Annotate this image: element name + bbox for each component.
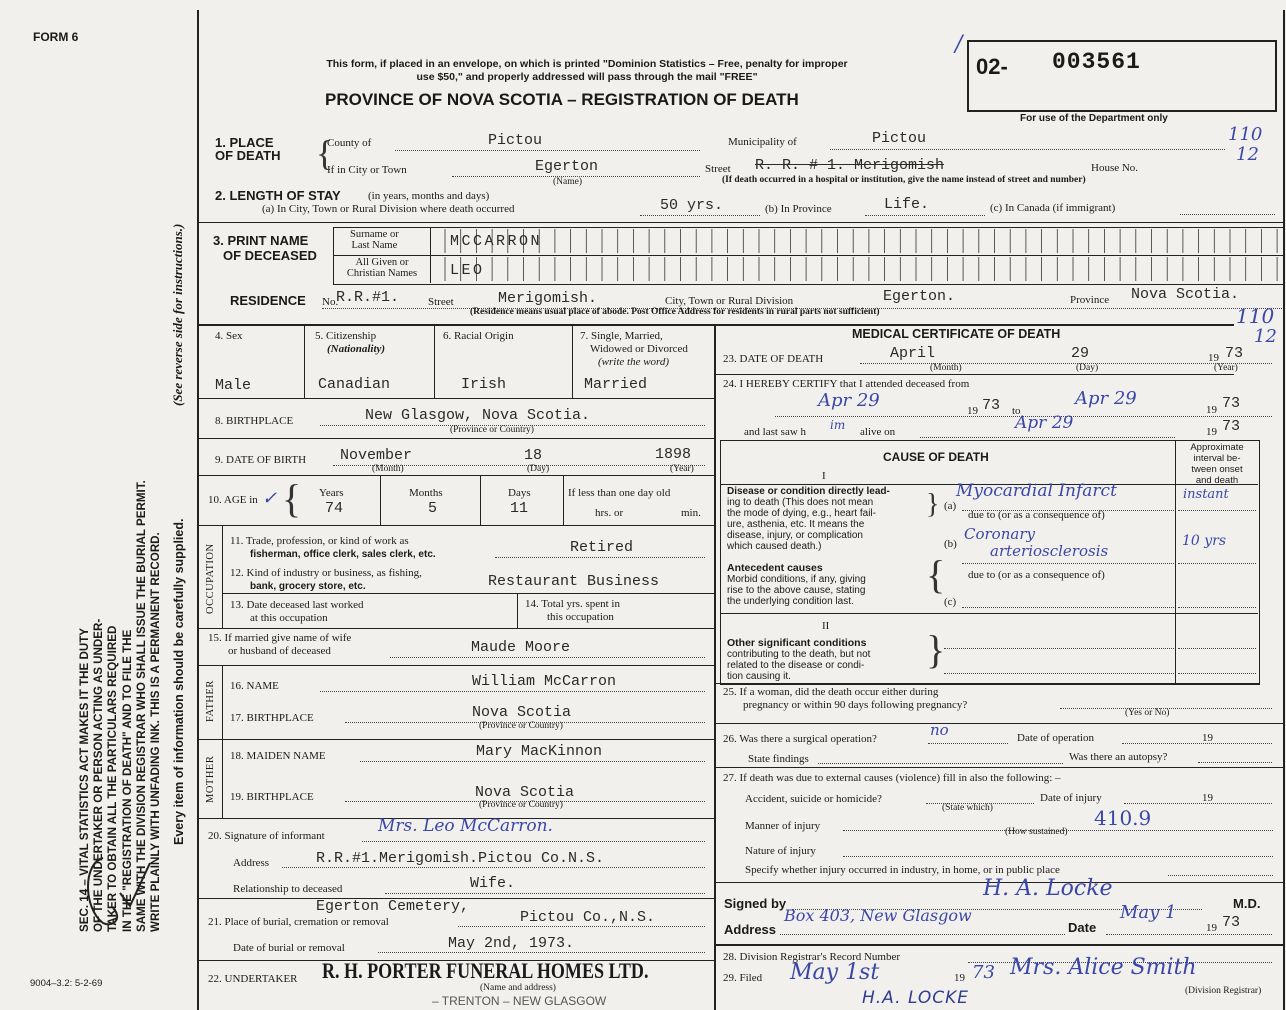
other-conditions-description: Other significant conditions contributing to the death, but not related to the disease or condi- tion causing it.: [727, 637, 871, 682]
residence-province-value: Nova Scotia.: [1131, 286, 1240, 303]
municipality-label: Municipality of: [728, 136, 797, 148]
hospital-note: (If death occurred in a hospital or institution, give the name instead of street and number): [722, 175, 1086, 185]
stay-city-value: 50 yrs.: [660, 197, 724, 214]
dod-month: April: [890, 345, 936, 362]
physician-signature: H. A. Locke: [983, 876, 1113, 901]
dob-month: November: [340, 447, 413, 464]
reg-number: 003561: [1052, 49, 1141, 75]
birthplace-value: New Glasgow, Nova Scotia.: [365, 407, 591, 424]
form-title: PROVINCE OF NOVA SCOTIA – REGISTRATION OF DEATH: [325, 90, 799, 109]
street-label: Street: [705, 163, 731, 175]
residence-note: (Residence means usual place of abode. Post Office Address for residents in rural parts not sufficient): [470, 307, 880, 317]
act-line: OF THE UNDERTAKER OR PERSON ACTING AS UNDER-: [92, 618, 106, 932]
pen-tick: /: [955, 32, 963, 57]
residence-no-value: R.R.#1.: [336, 289, 400, 306]
surgical-operation-value: no: [930, 721, 949, 739]
sex-value: Male: [215, 377, 252, 394]
relationship-value: Wife.: [470, 875, 516, 892]
registrar-stamp: H.A. LOCKE: [862, 988, 970, 1008]
undertaker-stamp: R. H. PORTER FUNERAL HOMES LTD.: [322, 958, 649, 983]
burial-place-line1: Egerton Cemetery,: [316, 898, 470, 915]
county-label: County of: [327, 137, 372, 149]
physician-address: Box 403, New Glasgow: [784, 906, 972, 925]
cause-b-value-2: arteriosclerosis: [990, 542, 1109, 560]
margin-code: 110: [1228, 124, 1263, 145]
father-side-label: FATHER: [205, 680, 216, 722]
disease-description: Disease or condition directly lead- ing to death (This does not mean the mode of dying, e.g., heart fail- ure, asthenia, etc. It means the disease, injury, or complication which caused death.): [727, 486, 890, 552]
city-value: Egerton: [535, 158, 599, 175]
place-of-death-label: 1. PLACE OF DEATH: [215, 135, 281, 163]
surname-value: MCCARRON: [450, 233, 543, 250]
industry-value: Restaurant Business: [488, 573, 660, 590]
county-value: Pictou: [488, 132, 543, 149]
mother-birthplace-value: Nova Scotia: [475, 784, 575, 801]
interval-b-value: 10 yrs: [1182, 533, 1227, 549]
undertaker-address: – TRENTON – NEW GLASGOW: [432, 994, 607, 1008]
attended-to-date: Apr 29: [1075, 388, 1137, 409]
burial-place-line2: Pictou Co.,N.S.: [520, 909, 656, 926]
margin-code: 12: [1254, 326, 1277, 347]
medical-title: MEDICAL CERTIFICATE OF DEATH: [852, 327, 1061, 341]
house-label: House No.: [1091, 162, 1139, 174]
alive-on-year: 73: [1222, 418, 1241, 435]
stay-province-value: Life.: [884, 196, 930, 213]
spouse-value: Maude Moore: [471, 639, 571, 656]
approx-interval-header: Approximate interval be- tween onset and death: [1190, 442, 1244, 486]
citizenship-value: Canadian: [318, 376, 391, 393]
given-names-value: LEO: [450, 262, 485, 279]
check-mark-signature: [78, 838, 158, 928]
residence-label: RESIDENCE: [230, 293, 306, 308]
icd-code: 410.9: [1094, 806, 1152, 830]
occupation-side-label: OCCUPATION: [205, 543, 216, 614]
attended-from-year: 73: [982, 397, 1001, 414]
informant-signature: Mrs. Leo McCarron.: [378, 816, 553, 836]
care-note: Every item of information should be carefully supplied.: [172, 518, 186, 845]
mother-side-label: MOTHER: [205, 755, 216, 803]
certificate-date: May 1: [1120, 902, 1177, 923]
margin-code: 110: [1236, 304, 1275, 328]
filed-date: May 1st: [790, 960, 880, 985]
instructions-note: (See reverse side for instructions.): [170, 223, 185, 406]
attended-from-date: Apr 29: [818, 390, 880, 411]
attended-to-year: 73: [1222, 395, 1241, 412]
act-line: SEC. 14 – VITAL STATISTICS ACT MAKES IT THE DUTY: [78, 627, 91, 932]
name-of-deceased-label: 3. PRINT NAME OF DECEASED: [213, 233, 317, 263]
registrar-signature: Mrs. Alice Smith: [1010, 955, 1197, 980]
residence-street-value: Merigomish.: [498, 290, 598, 307]
act-line: IN THE "REGISTRATION OF DEATH" AND TO FILE THE: [120, 629, 134, 932]
burial-date-value: May 2nd, 1973.: [448, 935, 575, 952]
dob-day: 18: [524, 447, 543, 464]
mother-name-value: Mary MacKinnon: [476, 743, 603, 760]
age-months: 5: [428, 500, 438, 517]
letter-boxes: [430, 227, 1283, 283]
dod-day: 29: [1071, 345, 1090, 362]
residence-city-value: Egerton.: [883, 288, 956, 305]
alive-on-date: Apr 29: [1015, 413, 1074, 433]
father-birthplace-value: Nova Scotia: [472, 704, 572, 721]
margin-code: 12: [1236, 144, 1259, 165]
municipality-value: Pictou: [872, 130, 927, 147]
trade-value: Retired: [570, 539, 634, 556]
dob-year: 1898: [655, 446, 692, 463]
informant-address-value: R.R.#1.Merigomish.Pictou Co.N.S.: [316, 850, 605, 867]
act-line: SAME WITH THE DIVISION REGISTRAR WHO SHALL ISSUE THE BURIAL PERMIT.: [134, 480, 148, 932]
age-years: 74: [325, 500, 344, 517]
form-label: FORM 6: [33, 30, 79, 44]
frame-left-border: [197, 10, 199, 1010]
interval-a-value: instant: [1183, 487, 1229, 502]
reg-prefix: 02-: [976, 54, 1008, 79]
length-of-stay-label: 2. LENGTH OF STAY: [215, 188, 341, 203]
age-days: 11: [510, 500, 529, 517]
cause-b-value-1: Coronary: [964, 525, 1035, 543]
dod-year: 73: [1225, 345, 1244, 362]
frame-right-border: [1283, 10, 1285, 1010]
racial-origin-value: Irish: [461, 376, 507, 393]
marital-status-value: Married: [584, 376, 648, 393]
street-value: R. R. # 1. Merigomish: [755, 157, 945, 174]
antecedent-description: Antecedent causes Morbid conditions, if any, giving rise to the above cause, stating the underlying condition last.: [727, 562, 866, 607]
pen-mark: ✓: [262, 488, 278, 509]
cause-title: CAUSE OF DEATH: [883, 450, 989, 464]
sex-label: 4. Sex: [215, 330, 243, 342]
form-code: 9004–3.2: 5-2-69: [30, 978, 103, 989]
postal-note: This form, if placed in an envelope, on which is printed "Dominion Statistics – Free, penalty for improper use $50," and properly addressed will pass through the mail "FREE": [326, 58, 848, 83]
act-line: WRITE PLAINLY WITH UNFADING INK. THIS IS A PERMANENT RECORD.: [149, 532, 163, 932]
certificate-year: 73: [1222, 914, 1241, 931]
dept-use-note: For use of the Department only: [1020, 113, 1168, 124]
filed-year: 73: [972, 962, 995, 983]
father-name-value: William McCarron: [472, 673, 617, 690]
cause-a-value: Myocardial Infarct: [956, 481, 1117, 501]
act-line: TAKER TO OBTAIN ALL THE PARTICULARS REQUIRED: [106, 625, 120, 932]
city-label: If in City or Town: [327, 164, 407, 176]
